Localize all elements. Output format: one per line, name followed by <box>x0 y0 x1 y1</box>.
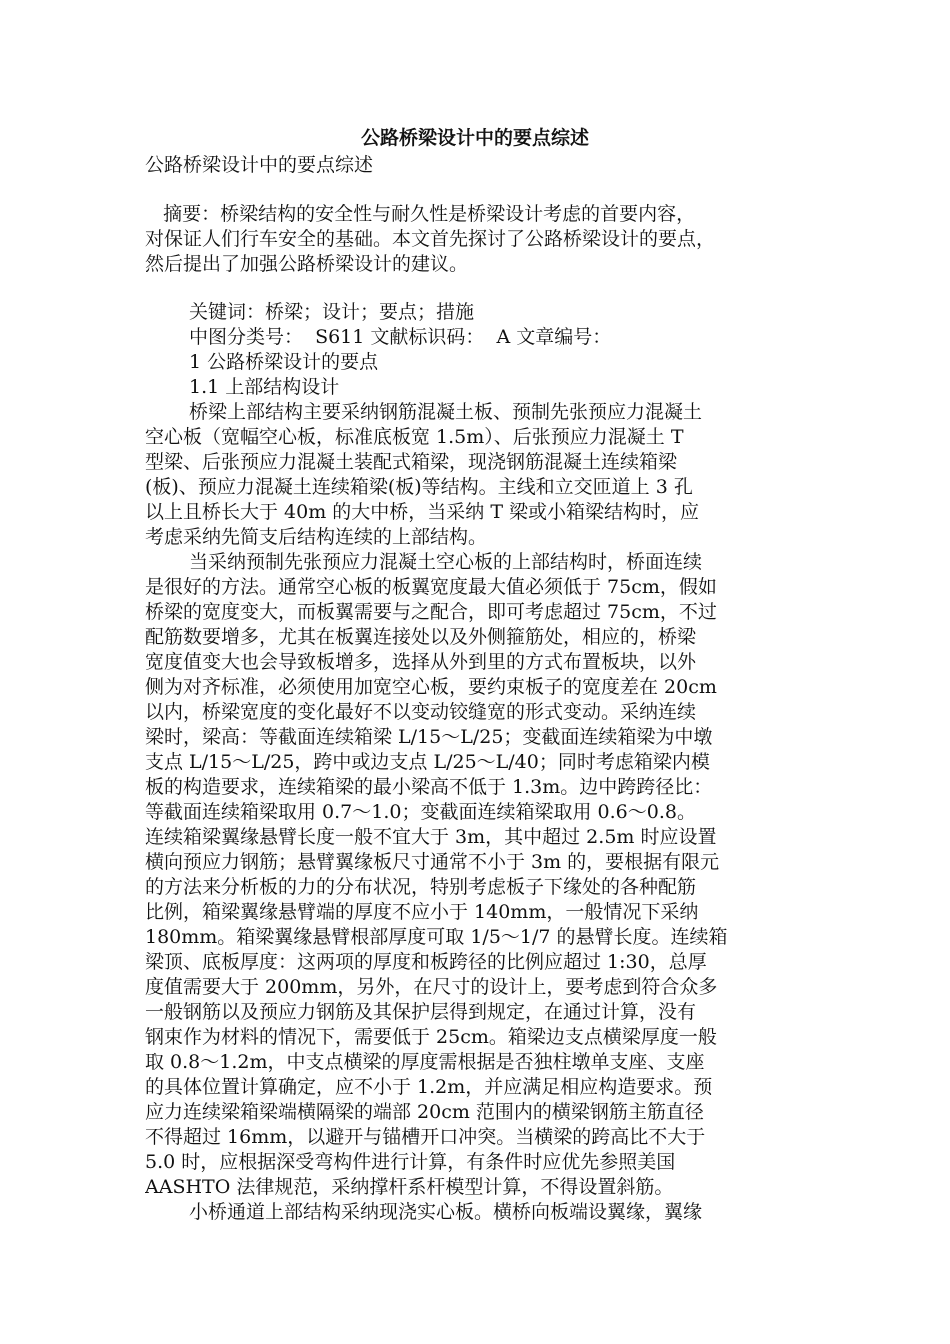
abstract-line-3: 然后提出了加强公路桥梁设计的建议。 <box>145 253 469 275</box>
body-line: 横向预应力钢筋；悬臂翼缘板尺寸通常不小于 3m 的，要根据有限元 <box>145 851 720 873</box>
body-line: 应力连续梁箱梁端横隔梁的端部 20cm 范围内的横梁钢筋主筋直径 <box>145 1101 704 1123</box>
body-line: 比例，箱梁翼缘悬臂端的厚度不应小于 140mm，一般情况下采纳 <box>145 901 699 923</box>
body-line: 以内，桥梁宽度的变化最好不以变动铰缝宽的形式变动。采纳连续 <box>145 701 697 723</box>
body-line: 5.0 时，应根据深受弯构件进行计算，有条件时应优先参照美国 <box>145 1151 676 1173</box>
body-line: 板的构造要求，连续箱梁的最小梁高不低于 1.3m。边中跨跨径比： <box>145 776 713 798</box>
body-line: AASHTO 法律规范，采纳撑杆系杆模型计算，不得设置斜筋。 <box>145 1176 674 1198</box>
section-heading-1-1: 1.1 上部结构设计 <box>189 376 340 398</box>
abstract-line-1: 摘要：桥梁结构的安全性与耐久性是桥梁设计考虑的首要内容， <box>145 203 696 225</box>
body-line: 度值需要大于 200mm，另外，在尺寸的设计上，要考虑到符合众多 <box>145 976 718 998</box>
body-line: 的方法来分析板的力的分布状况，特别考虑板子下缘处的各种配筋 <box>145 876 697 898</box>
body-line: 钢束作为材料的情况下，需要低于 25cm。箱梁边支点横梁厚度一般 <box>145 1026 717 1048</box>
body-line: 等截面连续箱梁取用 0.7～1.0；变截面连续箱梁取用 0.6～0.8。 <box>145 801 696 823</box>
body-line: 取 0.8～1.2m，中支点横梁的厚度需根据是否独柱墩单支座、支座 <box>145 1051 705 1073</box>
body-line: 以上且桥长大于 40m 的大中桥，当采纳 T 梁或小箱梁结构时，应 <box>145 501 700 523</box>
body-line: 180mm。箱梁翼缘悬臂根部厚度可取 1/5～1/7 的悬臂长度。连续箱 <box>145 926 728 948</box>
body-line: 不得超过 16mm，以避开与锚槽开口冲突。当横梁的跨高比不大于 <box>145 1126 706 1148</box>
body-line: 一般钢筋以及预应力钢筋及其保护层得到规定，在通过计算，没有 <box>145 1001 697 1023</box>
classification-line: 中图分类号： S611 文献标识码： A 文章编号： <box>189 326 612 348</box>
body-line: 空心板（宽幅空心板，标准底板宽 1.5m）、后张预应力混凝土 T <box>145 426 684 448</box>
body-line: 是很好的方法。通常空心板的板翼宽度最大值必须低于 75cm，假如 <box>145 576 717 598</box>
body-line: 小桥通道上部结构采纳现浇实心板。横桥向板端设翼缘，翼缘 <box>189 1201 703 1223</box>
body-line: 连续箱梁翼缘悬臂长度一般不宜大于 3m，其中超过 2.5m 时应设置 <box>145 826 717 848</box>
body-line: 桥梁的宽度变大，而板翼需要与之配合，即可考虑超过 75cm，不过 <box>145 601 717 623</box>
body-line: 桥梁上部结构主要采纳钢筋混凝土板、预制先张预应力混凝土 <box>189 401 703 423</box>
body-line: 当采纳预制先张预应力混凝土空心板的上部结构时，桥面连续 <box>189 551 703 573</box>
body-line: 支点 L/15～L/25，跨中或边支点 L/25～L/40；同时考虑箱梁内模 <box>145 751 710 773</box>
body-line: 的具体位置计算确定，应不小于 1.2m，并应满足相应构造要求。预 <box>145 1076 713 1098</box>
keywords-line: 关键词：桥梁；设计；要点；措施 <box>189 301 475 323</box>
document-subtitle: 公路桥梁设计中的要点综述 <box>145 154 374 176</box>
abstract-line-2: 对保证人们行车安全的基础。本文首先探讨了公路桥梁设计的要点， <box>145 228 716 250</box>
document-title: 公路桥梁设计中的要点综述 <box>360 127 589 149</box>
body-line: (板)、预应力混凝土连续箱梁(板)等结构。主线和立交匝道上 3 孔 <box>145 476 693 498</box>
body-line: 考虑采纳先简支后结构连续的上部结构。 <box>145 526 488 548</box>
section-heading-1: 1 公路桥梁设计的要点 <box>189 351 379 373</box>
body-line: 梁顶、底板厚度：这两项的厚度和板跨径的比例应超过 1:30，总厚 <box>145 951 707 973</box>
body-line: 梁时，梁高：等截面连续箱梁 L/15～L/25；变截面连续箱梁为中墩 <box>145 726 713 748</box>
body-line: 宽度值变大也会导致板增多，选择从外到里的方式布置板块，以外 <box>145 651 697 673</box>
body-line: 型梁、后张预应力混凝土装配式箱梁，现浇钢筋混凝土连续箱梁 <box>145 451 678 473</box>
body-line: 配筋数要增多，尤其在板翼连接处以及外侧箍筋处，相应的，桥梁 <box>145 626 697 648</box>
body-line: 侧为对齐标准，必须使用加宽空心板，要约束板子的宽度差在 20cm <box>145 676 717 698</box>
